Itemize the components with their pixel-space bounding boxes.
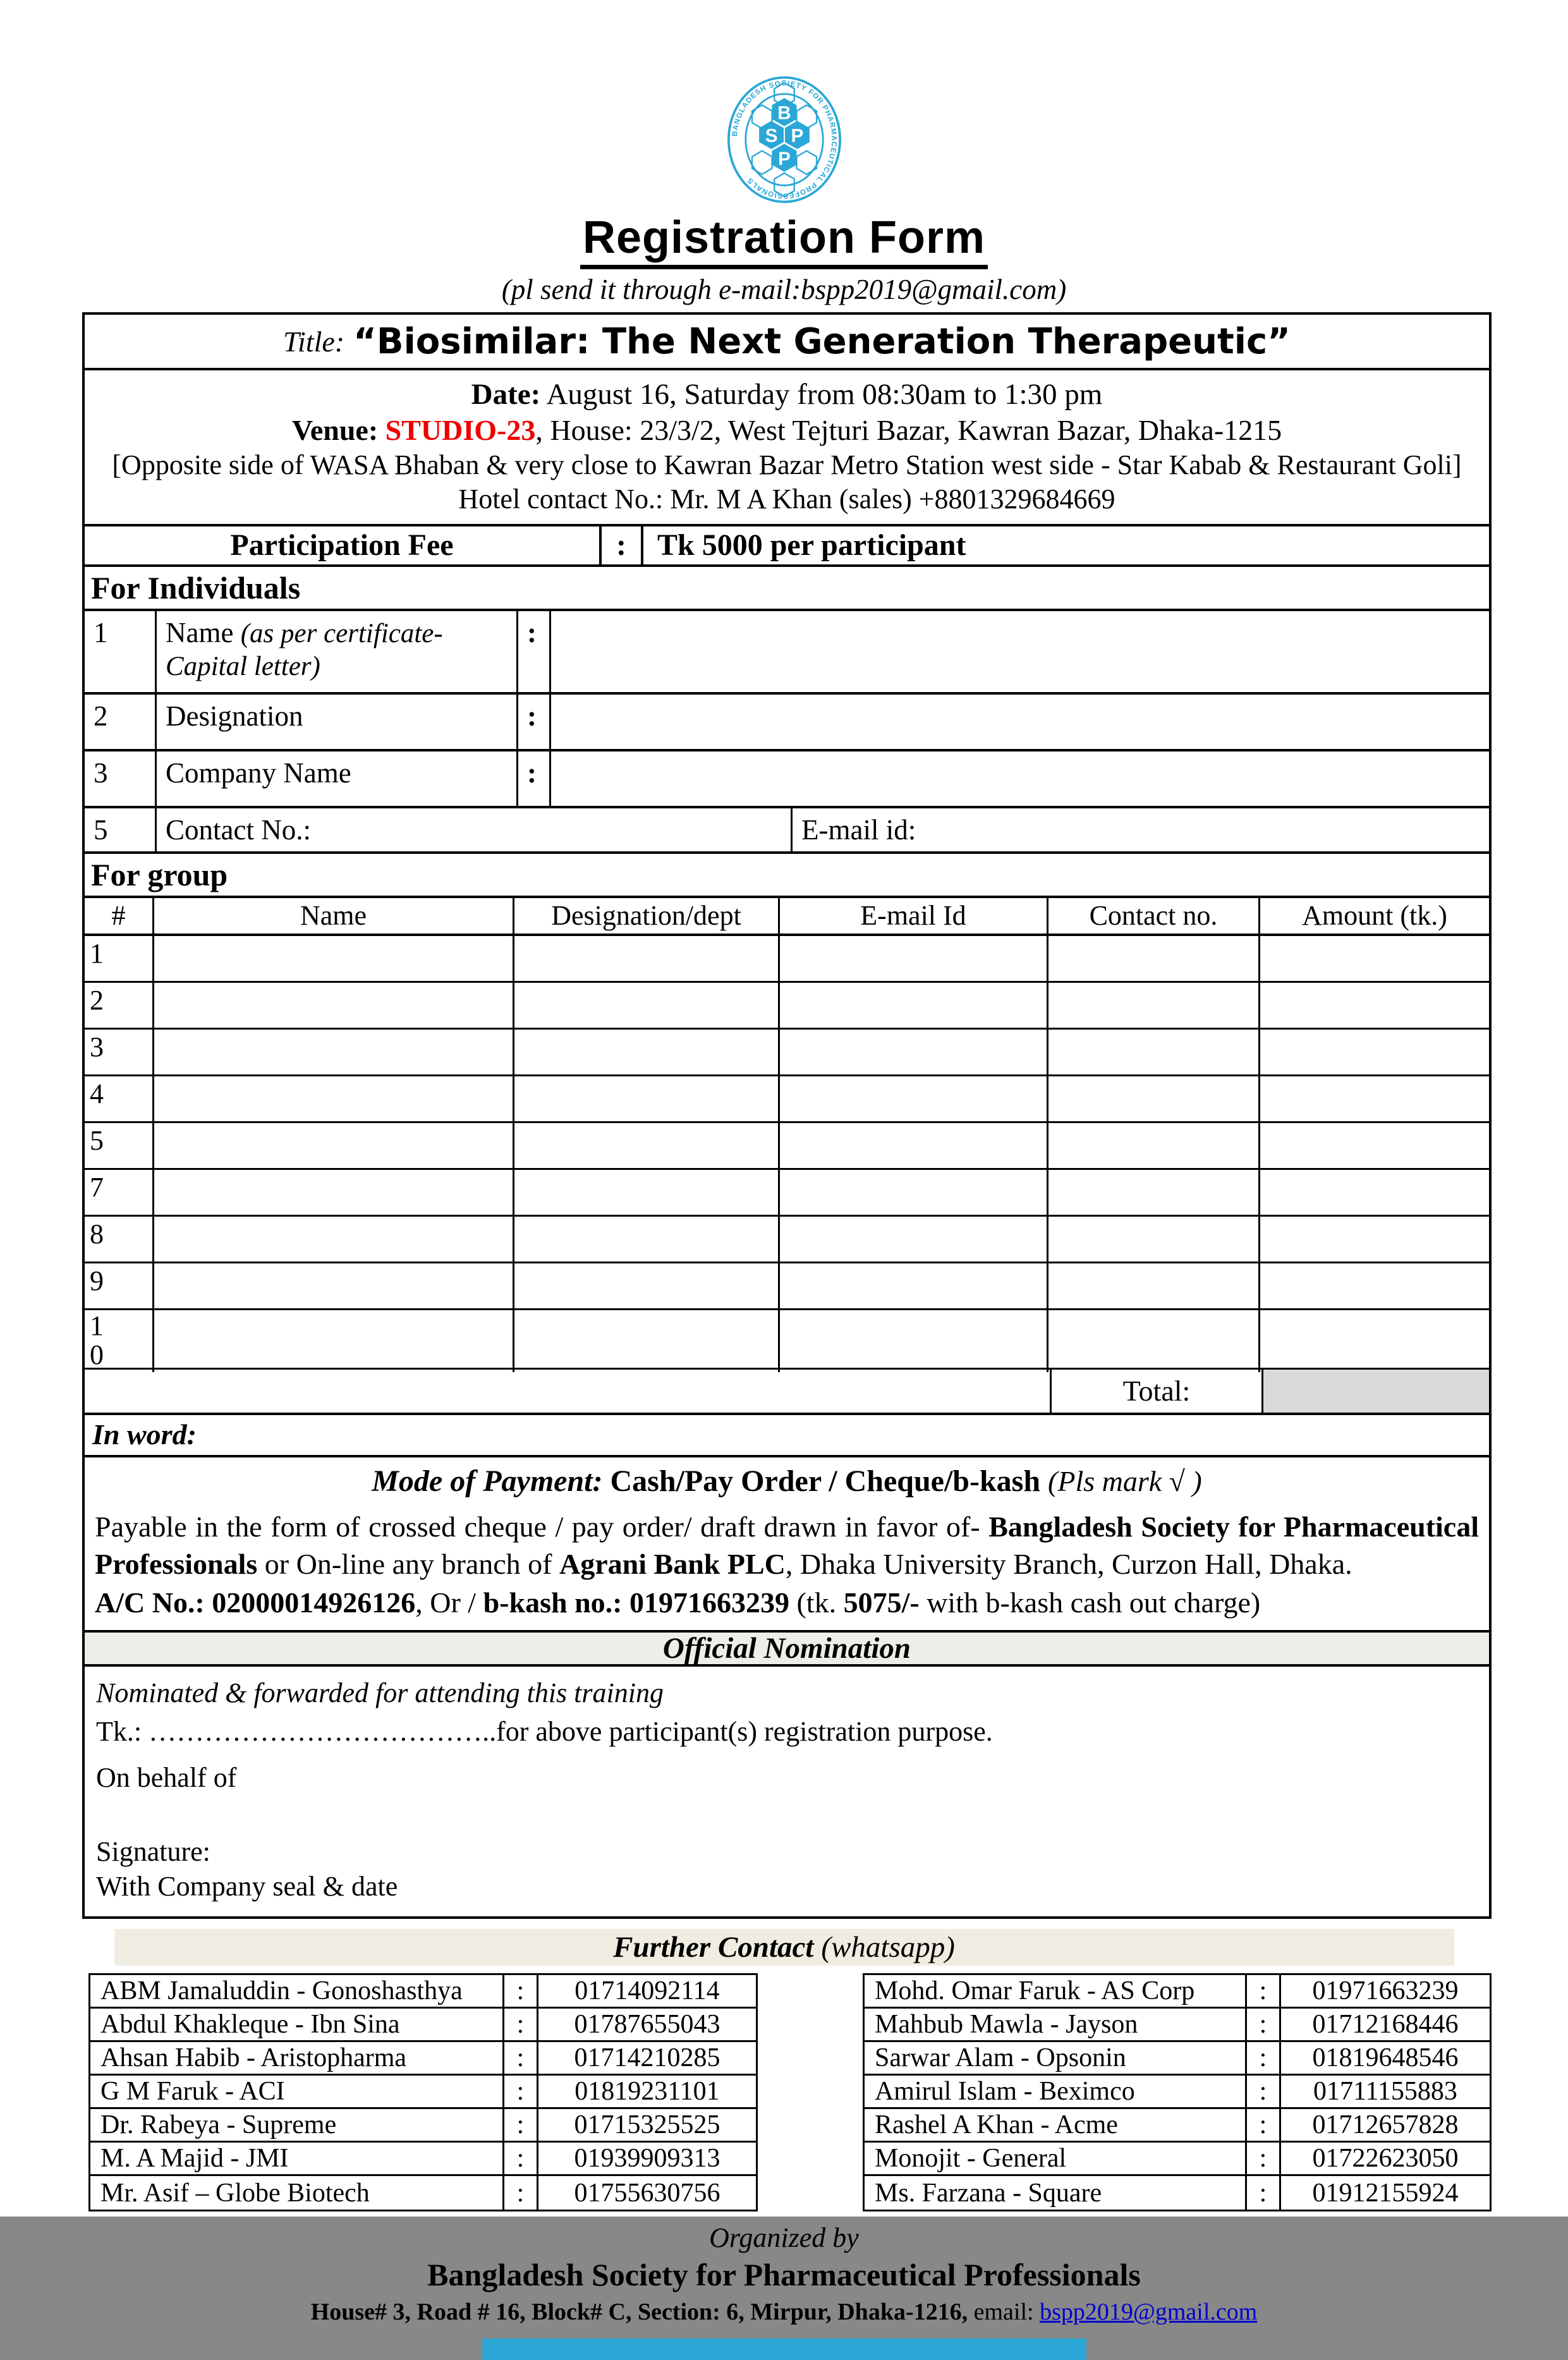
- contact-cell[interactable]: [1048, 1170, 1260, 1215]
- table-row: [85, 695, 1489, 751]
- organization-name: Bangladesh Society for Pharmaceutical Professionals: [427, 2257, 1141, 2293]
- colon-cell: :: [1247, 2109, 1281, 2141]
- list-item: [90, 2042, 756, 2076]
- bkash-number: b-kash no.: 01971663239: [483, 1586, 789, 1619]
- account-line: [95, 1584, 1479, 1622]
- designation-cell[interactable]: [514, 1263, 780, 1308]
- row-number: [85, 1310, 154, 1372]
- organized-by-line: Organized by: [709, 2222, 859, 2254]
- contact-phone: 01819231101: [574, 2077, 720, 2107]
- email-cell[interactable]: [780, 1310, 1048, 1372]
- amount-cell[interactable]: [1260, 1310, 1489, 1372]
- contact-phone: 01712657828: [1312, 2110, 1459, 2140]
- bottom-accent-bar: [482, 2339, 1086, 2360]
- org-name-bold: Bangladesh Society for Pharmaceutical Professionals: [95, 1510, 1479, 1580]
- name-cell[interactable]: [154, 1217, 514, 1262]
- row-number: 3: [85, 1030, 154, 1074]
- email-cell[interactable]: [780, 1217, 1048, 1262]
- bank-name-bold: Agrani Bank PLC: [559, 1547, 786, 1580]
- colon-cell: :: [504, 2076, 538, 2107]
- nomination-line: Nominated & forwarded for attending this training: [96, 1677, 664, 1709]
- email-cell[interactable]: [780, 1076, 1048, 1121]
- page-subtitle: (pl send it through e-mail:bspp2019@gmail.com): [501, 274, 1067, 305]
- colon-cell: :: [504, 2109, 538, 2141]
- contact-name: Mahbub Mawla - Jayson: [865, 2009, 1247, 2040]
- payable-text: , Dhaka University Branch, Curzon Hall, Dhaka.: [785, 1547, 1352, 1580]
- name-cell[interactable]: [154, 1170, 514, 1215]
- field-label: [157, 611, 518, 692]
- payable-text: Payable in the form of crossed cheque / pay order/ draft drawn in favor of-: [95, 1510, 989, 1543]
- designation-cell[interactable]: [514, 1217, 780, 1262]
- designation-cell[interactable]: [514, 1076, 780, 1121]
- list-item: [90, 2076, 756, 2109]
- contact-name: Amirul Islam - Beximco: [865, 2076, 1247, 2107]
- table-row: [85, 1310, 1489, 1370]
- contact-phone: 01714210285: [574, 2043, 720, 2073]
- contact-cell[interactable]: [1048, 936, 1260, 981]
- group-heading: For group: [85, 851, 1489, 898]
- signature-line[interactable]: Signature:: [96, 1836, 210, 1868]
- list-item: [865, 2042, 1490, 2076]
- list-item: [865, 2009, 1490, 2042]
- row-number: 5: [85, 808, 157, 851]
- list-item: [865, 2076, 1490, 2109]
- logo-ring-text: BANGLADESH SOCIETY FOR PHARMACEUTICAL PROFESSIONALS: [731, 80, 837, 200]
- page-title: Registration Form: [580, 212, 988, 269]
- table-row: [85, 983, 1489, 1030]
- contact-name: Monojit - General: [865, 2143, 1247, 2174]
- list-item: [90, 2109, 756, 2143]
- total-label: Total:: [1052, 1370, 1263, 1413]
- logo-letter-b: B: [777, 102, 791, 124]
- event-venue-note: [Opposite side of WASA Bhaban & very close to Kawran Bazar Metro Station west side - Star Kabab & Restaurant Goli]: [112, 449, 1462, 481]
- col-header-number: #: [85, 898, 154, 934]
- designation-cell[interactable]: [514, 1170, 780, 1215]
- nomination-section: [85, 1667, 1489, 1916]
- row-number: 5: [85, 1123, 154, 1168]
- contact-name: Mohd. Omar Faruk - AS Corp: [865, 1975, 1247, 2007]
- contact-phone: 01971663239: [1312, 1976, 1459, 2006]
- venue-rest: , House: 23/3/2, West Tejturi Bazar, Kawran Bazar, Dhaka-1215: [535, 414, 1282, 447]
- event-title-row: [85, 315, 1489, 370]
- colon-cell: :: [504, 2176, 538, 2210]
- svg-text:BANGLADESH SOCIETY FOR PHARMAC: [731, 80, 837, 200]
- row-number: 1: [85, 611, 157, 692]
- field-label: Designation: [157, 695, 518, 749]
- designation-cell[interactable]: [514, 1030, 780, 1074]
- venue-name: STUDIO-23: [385, 414, 536, 447]
- contact-tables: [88, 1973, 1492, 2211]
- name-cell[interactable]: [154, 1310, 514, 1372]
- email-cell[interactable]: [780, 1030, 1048, 1074]
- table-row: [85, 1170, 1489, 1217]
- total-row: [85, 1370, 1489, 1415]
- row-number: 2: [85, 695, 157, 749]
- list-item: [865, 2143, 1490, 2176]
- further-contact-title: Further Contact: [613, 1931, 814, 1964]
- amount-cell[interactable]: [1260, 936, 1489, 981]
- col-header-designation: Designation/dept: [514, 898, 780, 934]
- footer-address: [0, 2298, 1568, 2326]
- email-id-cell[interactable]: E-mail id:: [801, 813, 916, 846]
- contact-cell[interactable]: [1048, 1310, 1260, 1372]
- contact-cell[interactable]: [1048, 1076, 1260, 1121]
- contact-phone: 01712168446: [1312, 2010, 1459, 2040]
- event-title: “Biosimilar: The Next Generation Therapeutic”: [353, 320, 1291, 362]
- contact-phone: 01711155883: [1313, 2077, 1457, 2107]
- contact-name: M. A Majid - JMI: [90, 2143, 504, 2174]
- event-title-label: Title:: [283, 325, 345, 358]
- contact-name: Dr. Rabeya - Supreme: [90, 2109, 504, 2141]
- table-row: [85, 1030, 1489, 1076]
- list-item: [90, 2009, 756, 2042]
- mode-value: Cash/Pay Order / Cheque/b-kash: [602, 1464, 1048, 1498]
- fee-colon: :: [602, 526, 643, 564]
- name-cell[interactable]: [154, 1030, 514, 1074]
- amount-cell[interactable]: [1260, 1123, 1489, 1168]
- colon-cell: :: [504, 2009, 538, 2040]
- venue-label: Venue:: [291, 414, 386, 447]
- contact-cell[interactable]: [1048, 1030, 1260, 1074]
- list-item: [865, 2176, 1490, 2210]
- account-text: , Or /: [415, 1586, 483, 1619]
- contact-phone: 01912155924: [1312, 2178, 1459, 2208]
- contact-name: G M Faruk - ACI: [90, 2076, 504, 2107]
- colon-cell: :: [518, 751, 551, 806]
- contact-phone: 01715325525: [574, 2110, 720, 2140]
- date-label: Date:: [471, 378, 541, 411]
- designation-cell[interactable]: [514, 936, 780, 981]
- mode-of-payment-line: [95, 1464, 1479, 1499]
- payment-section: [85, 1457, 1489, 1631]
- amount-cell[interactable]: [1260, 1030, 1489, 1074]
- colon-cell: :: [504, 2143, 538, 2174]
- row-number: 3: [85, 751, 157, 806]
- event-date-line: [91, 377, 1483, 413]
- row-number: 1: [85, 936, 154, 981]
- colon-cell: :: [1247, 1975, 1281, 2007]
- contact-cell[interactable]: [1048, 1263, 1260, 1308]
- further-contact-heading: [114, 1929, 1454, 1966]
- table-row: [85, 936, 1489, 983]
- mode-note: (Pls mark √ ): [1048, 1464, 1202, 1497]
- email-cell[interactable]: [780, 1170, 1048, 1215]
- company-input-cell[interactable]: [551, 751, 1489, 806]
- individuals-table: [85, 611, 1489, 851]
- contact-name: Ahsan Habib - Aristopharma: [90, 2042, 504, 2074]
- table-row: [85, 1263, 1489, 1310]
- table-row: [85, 1076, 1489, 1123]
- name-cell[interactable]: [154, 983, 514, 1028]
- contact-phone: 01714092114: [574, 1976, 720, 2006]
- amount-cell[interactable]: [1260, 983, 1489, 1028]
- name-cell[interactable]: [154, 1076, 514, 1121]
- contact-name: ABM Jamaluddin - Gonoshasthya: [90, 1975, 504, 2007]
- event-venue-line: [91, 413, 1483, 448]
- amount-cell[interactable]: [1260, 1263, 1489, 1308]
- date-value: August 16, Saturday from 08:30am to 1:30 pm: [540, 378, 1103, 411]
- colon-cell: :: [518, 695, 551, 749]
- amount-cell[interactable]: [1260, 1076, 1489, 1121]
- nomination-amount-line[interactable]: Tk.: ………………………………..for above participant(s) registration purpose.: [96, 1716, 993, 1748]
- contact-phone: 01787655043: [574, 2010, 720, 2040]
- name-cell[interactable]: [154, 1123, 514, 1168]
- group-table: [85, 898, 1489, 1415]
- name-cell[interactable]: [154, 1263, 514, 1308]
- contact-cell[interactable]: [1048, 983, 1260, 1028]
- colon-cell: :: [1247, 2143, 1281, 2174]
- in-word-row: In word:: [85, 1415, 1489, 1457]
- list-item: [90, 2143, 756, 2176]
- contact-name: Ms. Farzana - Square: [865, 2176, 1247, 2210]
- account-text: (tk.: [789, 1586, 844, 1619]
- account-number: A/C No.: 02000014926126: [95, 1586, 416, 1619]
- amount-cell[interactable]: [1260, 1217, 1489, 1262]
- contact-name: Sarwar Alam - Opsonin: [865, 2042, 1247, 2074]
- footer-email-link[interactable]: bspp2019@gmail.com: [1040, 2299, 1258, 2326]
- name-cell[interactable]: [154, 936, 514, 981]
- bspp-logo: [726, 75, 843, 205]
- contact-table-right: [863, 1973, 1492, 2211]
- logo-area: [0, 0, 1568, 208]
- event-details-block: [85, 370, 1489, 526]
- table-row: [85, 808, 1489, 851]
- email-cell[interactable]: [780, 983, 1048, 1028]
- email-cell[interactable]: [780, 1263, 1048, 1308]
- main-form-box: [82, 312, 1492, 1919]
- payable-text: or On-line any branch of: [257, 1547, 560, 1580]
- designation-cell[interactable]: [514, 1123, 780, 1168]
- email-cell[interactable]: [780, 936, 1048, 981]
- colon-cell: :: [1247, 2076, 1281, 2107]
- contact-phone: 01722623050: [1312, 2144, 1459, 2174]
- col-header-email: E-mail Id: [780, 898, 1048, 934]
- list-item: [90, 2176, 756, 2210]
- col-header-name: Name: [154, 898, 514, 934]
- contact-name: Abdul Khakleque - Ibn Sina: [90, 2009, 504, 2040]
- hotel-contact-line: Hotel contact No.: Mr. M A Khan (sales) +8801329684669: [458, 484, 1115, 515]
- logo-letter-s: S: [765, 125, 777, 147]
- designation-cell[interactable]: [514, 1310, 780, 1372]
- address-email-label: email:: [968, 2299, 1040, 2326]
- row-number: 4: [85, 1076, 154, 1121]
- contact-no-cell[interactable]: Contact No.:: [157, 808, 793, 851]
- row-number: 9: [85, 1263, 154, 1308]
- participation-fee-row: [85, 526, 1489, 567]
- contact-name: Mr. Asif – Globe Biotech: [90, 2176, 504, 2210]
- mode-label: Mode of Payment:: [372, 1464, 603, 1498]
- colon-cell: :: [1247, 2042, 1281, 2074]
- colon-cell: :: [1247, 2009, 1281, 2040]
- colon-cell: :: [504, 1975, 538, 2007]
- col-header-amount: Amount (tk.): [1302, 900, 1447, 932]
- table-row: [85, 1217, 1489, 1263]
- email-cell[interactable]: [780, 1123, 1048, 1168]
- logo-letter-p1: P: [791, 125, 803, 147]
- row-number: 2: [85, 983, 154, 1028]
- individuals-heading: For Individuals: [85, 567, 1489, 611]
- on-behalf-of-line: On behalf of: [96, 1762, 237, 1794]
- company-seal-line: With Company seal & date: [96, 1871, 398, 1902]
- contact-cell[interactable]: [1048, 1217, 1260, 1262]
- table-row: [85, 751, 1489, 808]
- total-spacer-cell: [85, 1370, 1052, 1413]
- designation-cell[interactable]: [514, 983, 780, 1028]
- list-item: [865, 1975, 1490, 2009]
- row-number: 8: [85, 1217, 154, 1262]
- table-row: [85, 1123, 1489, 1170]
- name-label: Name: [166, 616, 241, 648]
- amount-cell[interactable]: [1260, 1170, 1489, 1215]
- contact-phone: 01755630756: [574, 2178, 720, 2208]
- colon-cell: :: [518, 611, 551, 692]
- table-row: [85, 611, 1489, 695]
- colon-cell: :: [504, 2042, 538, 2074]
- fee-label: Participation Fee: [85, 526, 602, 564]
- payable-paragraph: [95, 1509, 1479, 1583]
- list-item: [865, 2109, 1490, 2143]
- contact-phone: 01939909313: [574, 2144, 720, 2174]
- field-label: Company Name: [157, 751, 518, 806]
- bkash-amount: 5075/-: [843, 1586, 920, 1619]
- fee-value: Tk 5000 per participant: [657, 528, 966, 563]
- list-item: [90, 1975, 756, 2009]
- row-number-text: 10: [90, 1310, 104, 1370]
- name-label-note: (as per certificate- Capital letter): [166, 618, 443, 681]
- name-input-cell[interactable]: [551, 611, 1489, 692]
- total-amount-cell[interactable]: [1263, 1370, 1489, 1413]
- logo-letter-p2: P: [777, 148, 791, 169]
- official-nomination-heading: Official Nomination: [85, 1630, 1489, 1667]
- contact-table-left: [88, 1973, 758, 2211]
- colon-cell: :: [1247, 2176, 1281, 2210]
- col-header-contact: Contact no.: [1048, 898, 1260, 934]
- row-number: 7: [85, 1170, 154, 1215]
- group-header-row: [85, 898, 1489, 936]
- further-contact-whatsapp: (whatsapp): [821, 1931, 955, 1964]
- contact-cell[interactable]: [1048, 1123, 1260, 1168]
- designation-input-cell[interactable]: [551, 695, 1489, 749]
- account-text: with b-kash cash out charge): [919, 1586, 1261, 1619]
- contact-phone: 01819648546: [1312, 2043, 1459, 2073]
- address-text: House# 3, Road # 16, Block# C, Section: 6, Mirpur, Dhaka-1216,: [310, 2299, 968, 2326]
- contact-name: Rashel A Khan - Acme: [865, 2109, 1247, 2141]
